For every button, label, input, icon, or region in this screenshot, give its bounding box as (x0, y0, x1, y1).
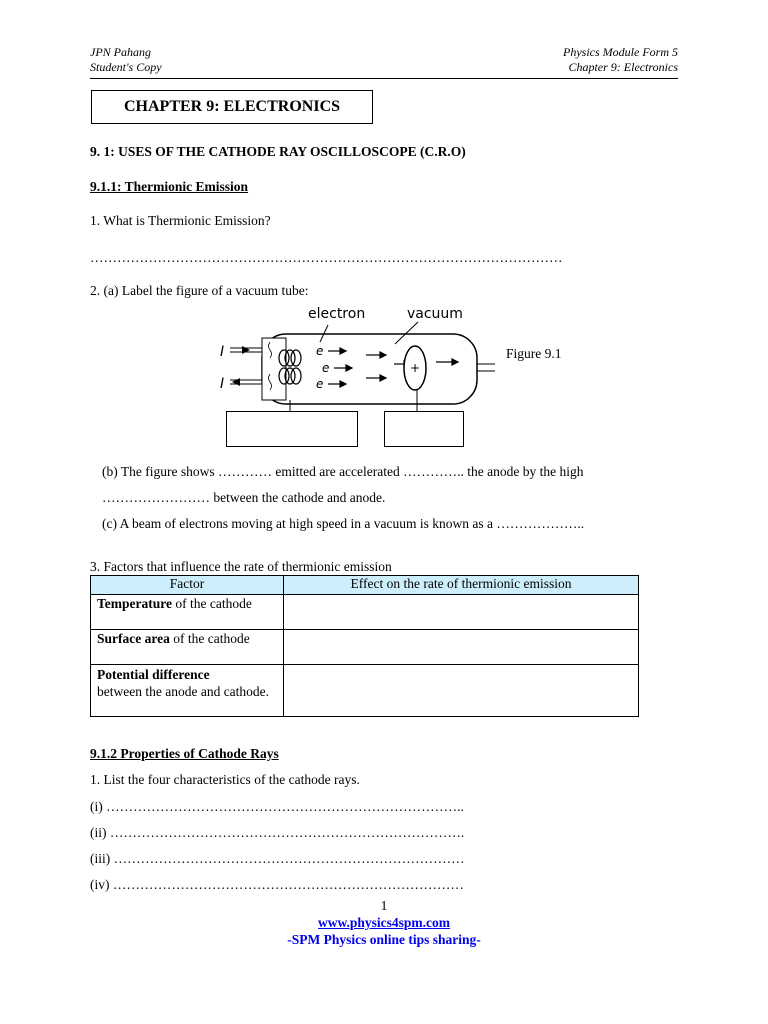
factor-rest: between the anode and cathode. (97, 684, 270, 699)
website-link[interactable]: www.physics4spm.com (317, 915, 450, 930)
label-box-cathode[interactable] (226, 411, 358, 447)
label-electron: electron (308, 306, 366, 322)
question-2b-line2: …………………… between the cathode and anode. (102, 490, 386, 505)
question-2c: (c) A beam of electrons moving at high speed in a vacuum is known as a ……………….. (102, 516, 585, 531)
table-row (91, 630, 639, 665)
header-copy-type: Student's Copy (90, 60, 162, 74)
question-3: 3. Factors that influence the rate of thermionic emission (90, 559, 392, 574)
factor-rest: of the cathode (169, 631, 250, 646)
chapter-title: CHAPTER 9: ELECTRONICS (91, 90, 373, 124)
factor-bold: Surface area (97, 631, 170, 646)
question-1: 1. What is Thermionic Emission? (90, 213, 271, 228)
factor-cell-surface-area (91, 630, 284, 665)
header-right (478, 45, 678, 75)
header-module: Physics Module Form 5 (563, 45, 678, 59)
factor-rest: of the cathode (172, 596, 252, 611)
table-header-effect: Effect on the rate of thermionic emission (284, 576, 639, 595)
question-list-characteristics: 1. List the four characteristics of the cathode rays. (90, 772, 360, 787)
list-item[interactable]: (ii) ……………………………………………………………………. (90, 825, 465, 840)
footer-tagline: -SPM Physics online tips sharing- (287, 932, 481, 947)
list-item[interactable]: (iii) …………………………………………………………………… (90, 851, 465, 866)
table-header-row (91, 576, 639, 595)
list-item[interactable]: (iv) …………………………………………………………………… (90, 877, 464, 892)
factors-table (90, 575, 639, 717)
section-title: 9. 1: USES OF THE CATHODE RAY OSCILLOSCOPE (C.R.O) (90, 144, 466, 159)
label-vacuum: vacuum (407, 306, 463, 322)
table-row (91, 595, 639, 630)
subsection-title-cathode-rays: 9.1.2 Properties of Cathode Rays (90, 746, 279, 761)
effect-cell-surface-area[interactable] (284, 630, 639, 665)
factor-bold: Temperature (97, 596, 172, 611)
factor-cell-temperature (91, 595, 284, 630)
table-row (91, 665, 639, 717)
page-number: 1 (380, 898, 388, 913)
factor-bold: Potential difference (97, 667, 210, 682)
effect-cell-potential-difference[interactable] (284, 665, 639, 717)
factor-cell-potential-difference (91, 665, 284, 717)
answer-line-1[interactable]: …………………………………………………………………………………………… (90, 250, 563, 265)
current-symbol-top: I (220, 344, 225, 360)
header-rule (90, 78, 678, 79)
header-org: JPN Pahang (90, 45, 151, 59)
subsection-title-thermionic: 9.1.1: Thermionic Emission (90, 179, 249, 194)
current-symbol-bottom: I (220, 376, 225, 392)
list-item[interactable]: (i) …………………………………………………………………….. (90, 799, 464, 814)
question-2b-line1: (b) The figure shows ………… emitted are accelerated ………….. the anode by the high (102, 464, 584, 479)
effect-cell-temperature[interactable] (284, 595, 639, 630)
header-left (90, 45, 162, 75)
label-box-anode[interactable] (384, 411, 464, 447)
footer-website-row (0, 915, 768, 931)
figure-caption: Figure 9.1 (506, 346, 562, 361)
anode-plus-symbol: + (410, 361, 421, 375)
footer-tagline-row (0, 932, 768, 948)
question-2a: 2. (a) Label the figure of a vacuum tube: (90, 283, 309, 298)
electron-3: e (316, 377, 324, 391)
electron-2: e (322, 361, 330, 375)
electron-1: e (316, 344, 324, 358)
header-chapter: Chapter 9: Electronics (568, 60, 678, 74)
current-arrow-out (232, 378, 240, 386)
current-arrow-in (242, 346, 250, 354)
table-header-factor: Factor (91, 576, 284, 595)
